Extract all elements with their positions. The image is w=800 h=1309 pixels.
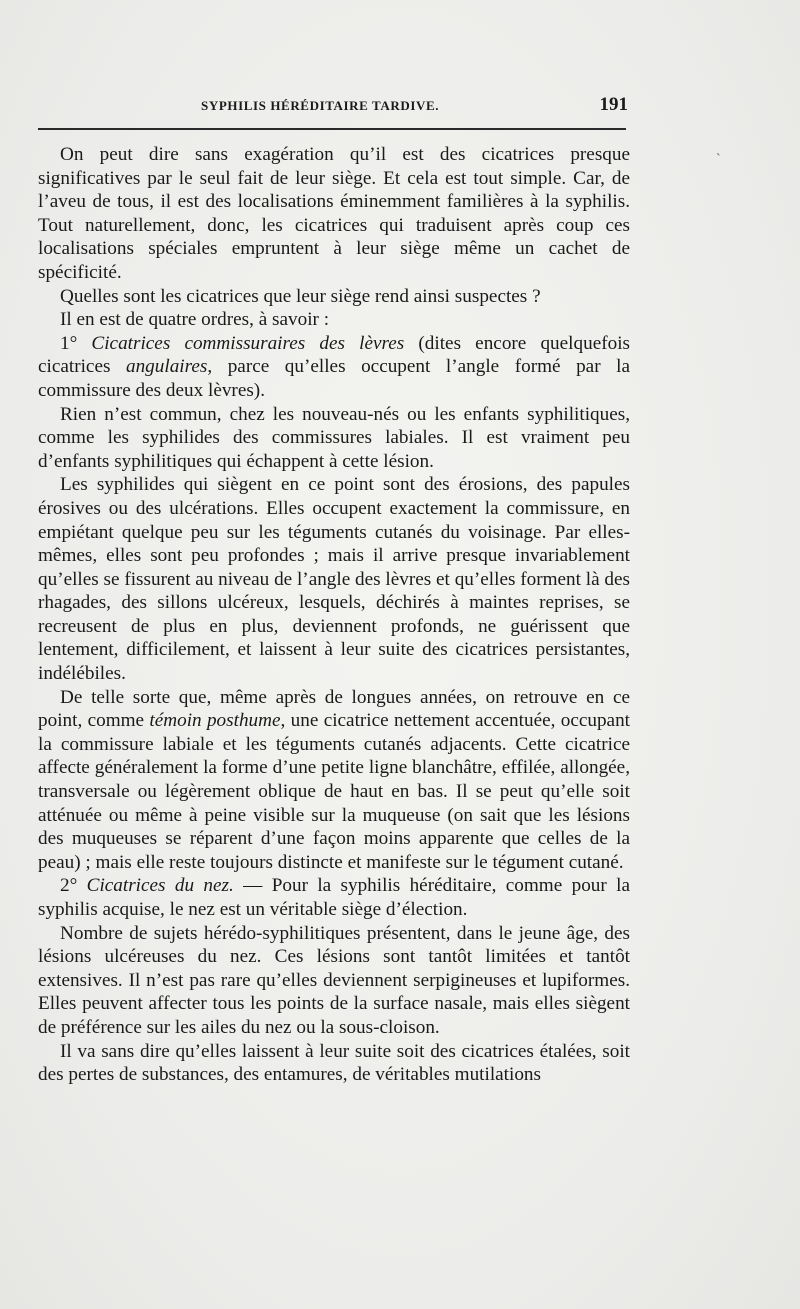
paragraph: Nombre de sujets hérédo-syphilitiques présentent, dans le jeune âge, des lésions ulcéreuses du nez. Ces lésions sont tantôt limitées et tantôt extensives. Il n’est pas rare qu’elles deviennent serpigineuses et lupiformes. Elles peuvent affecter tous les points de la surface nasale, mais elles siègent de préférence sur les ailes du nez ou la sous-cloison. xyxy=(38,922,630,1038)
header-rule xyxy=(38,128,626,130)
paragraph: Il va sans dire qu’elles laissent à leur suite soit des cicatrices étalées, soit des pertes de substances, des entamures, de véritables mutilations xyxy=(38,1040,630,1086)
page-number: 191 xyxy=(599,94,628,115)
section-heading: Cicatrices commissuraires des lèvres xyxy=(91,332,405,354)
paragraph: Il en est de quatre ordres, à savoir : xyxy=(60,309,330,331)
running-title: SYPHILIS HÉRÉDITAIRE TARDIVE. xyxy=(201,98,440,113)
paragraph-text: De telle sorte que, même après de longues années, on retrouve en ce point, comme xyxy=(38,686,630,732)
paragraph: Quelles sont les cicatrices que leur siège rend ainsi suspectes ? xyxy=(60,285,541,307)
section-number: 1° xyxy=(60,332,92,354)
paragraph xyxy=(38,874,630,921)
section-number: 2° xyxy=(60,875,87,897)
paragraph-text: (dites encore quelquefois cicatrices xyxy=(38,332,630,378)
paragraph-text: , une cicatrice nettement accentuée, occupant la commissure labiale et les téguments cutanés adjacents. Cette cicatrice affecte généralement la forme d’une petite ligne blanchâtre, effilée, allongée, transversale ou légèrement oblique de haut en bas. Il se peut qu’elle soit atténuée ou même à peine visible sur la muqueuse (on sait que les lésions des muqueuses se réparent d’une façon moins apparente que celles de la peau) ; mais elle reste toujours distincte et manifeste sur le tégument cutané. xyxy=(38,710,630,873)
paragraph: Les syphilides qui siègent en ce point sont des érosions, des papules érosives ou des ulcérations. Elles occupent exactement la commissure, en empiétant quelque peu sur les téguments cutanés du voisinage. Par elles-mêmes, elles sont peu profondes ; mais il arrive presque invariablement qu’elles se fissurent au niveau de l’angle des lèvres et qu’elles forment là des rhagades, des sillons ulcéreux, lesquels, déchirés à maintes reprises, se recreusent de plus en plus, deviennent profonds, ne guérissent que lentement, difficilement, et laissent à leur suite des cicatrices persistantes, indélébiles. xyxy=(38,474,630,685)
paragraph: Rien n’est commun, chez les nouveau-nés ou les enfants syphilitiques, comme les syphilides des commissures labiales. Il est vraiment peu d’enfants syphilitiques qui échappent à cette lésion. xyxy=(38,403,630,472)
paragraph-text: , parce qu’elles occupent l’angle formé par la commissure des deux lèvres). xyxy=(38,356,630,401)
paragraph xyxy=(38,332,630,403)
running-head xyxy=(38,96,628,120)
section-heading: Cicatrices du nez. xyxy=(86,875,234,897)
print-speck: ` xyxy=(716,152,721,167)
body-text xyxy=(38,143,630,1087)
italic-term: angulaires xyxy=(125,356,208,378)
paragraph-text: — Pour la syphilis héréditaire, comme pour la syphilis acquise, le nez est un véritable siège d’élection. xyxy=(38,875,630,920)
paragraph: On peut dire sans exagération qu’il est des cicatrices presque significatives par le seul fait de leur siège. Et cela est tout simple. Car, de l’aveu de tous, il est des localisations éminemment familières à la syphilis. Tout naturellement, donc, les cicatrices qui traduisent après coup ces localisations spéciales empruntent à leur siège même un cachet de spécificité. xyxy=(38,144,630,283)
paragraph xyxy=(38,686,630,875)
italic-term: témoin posthume xyxy=(149,710,281,732)
